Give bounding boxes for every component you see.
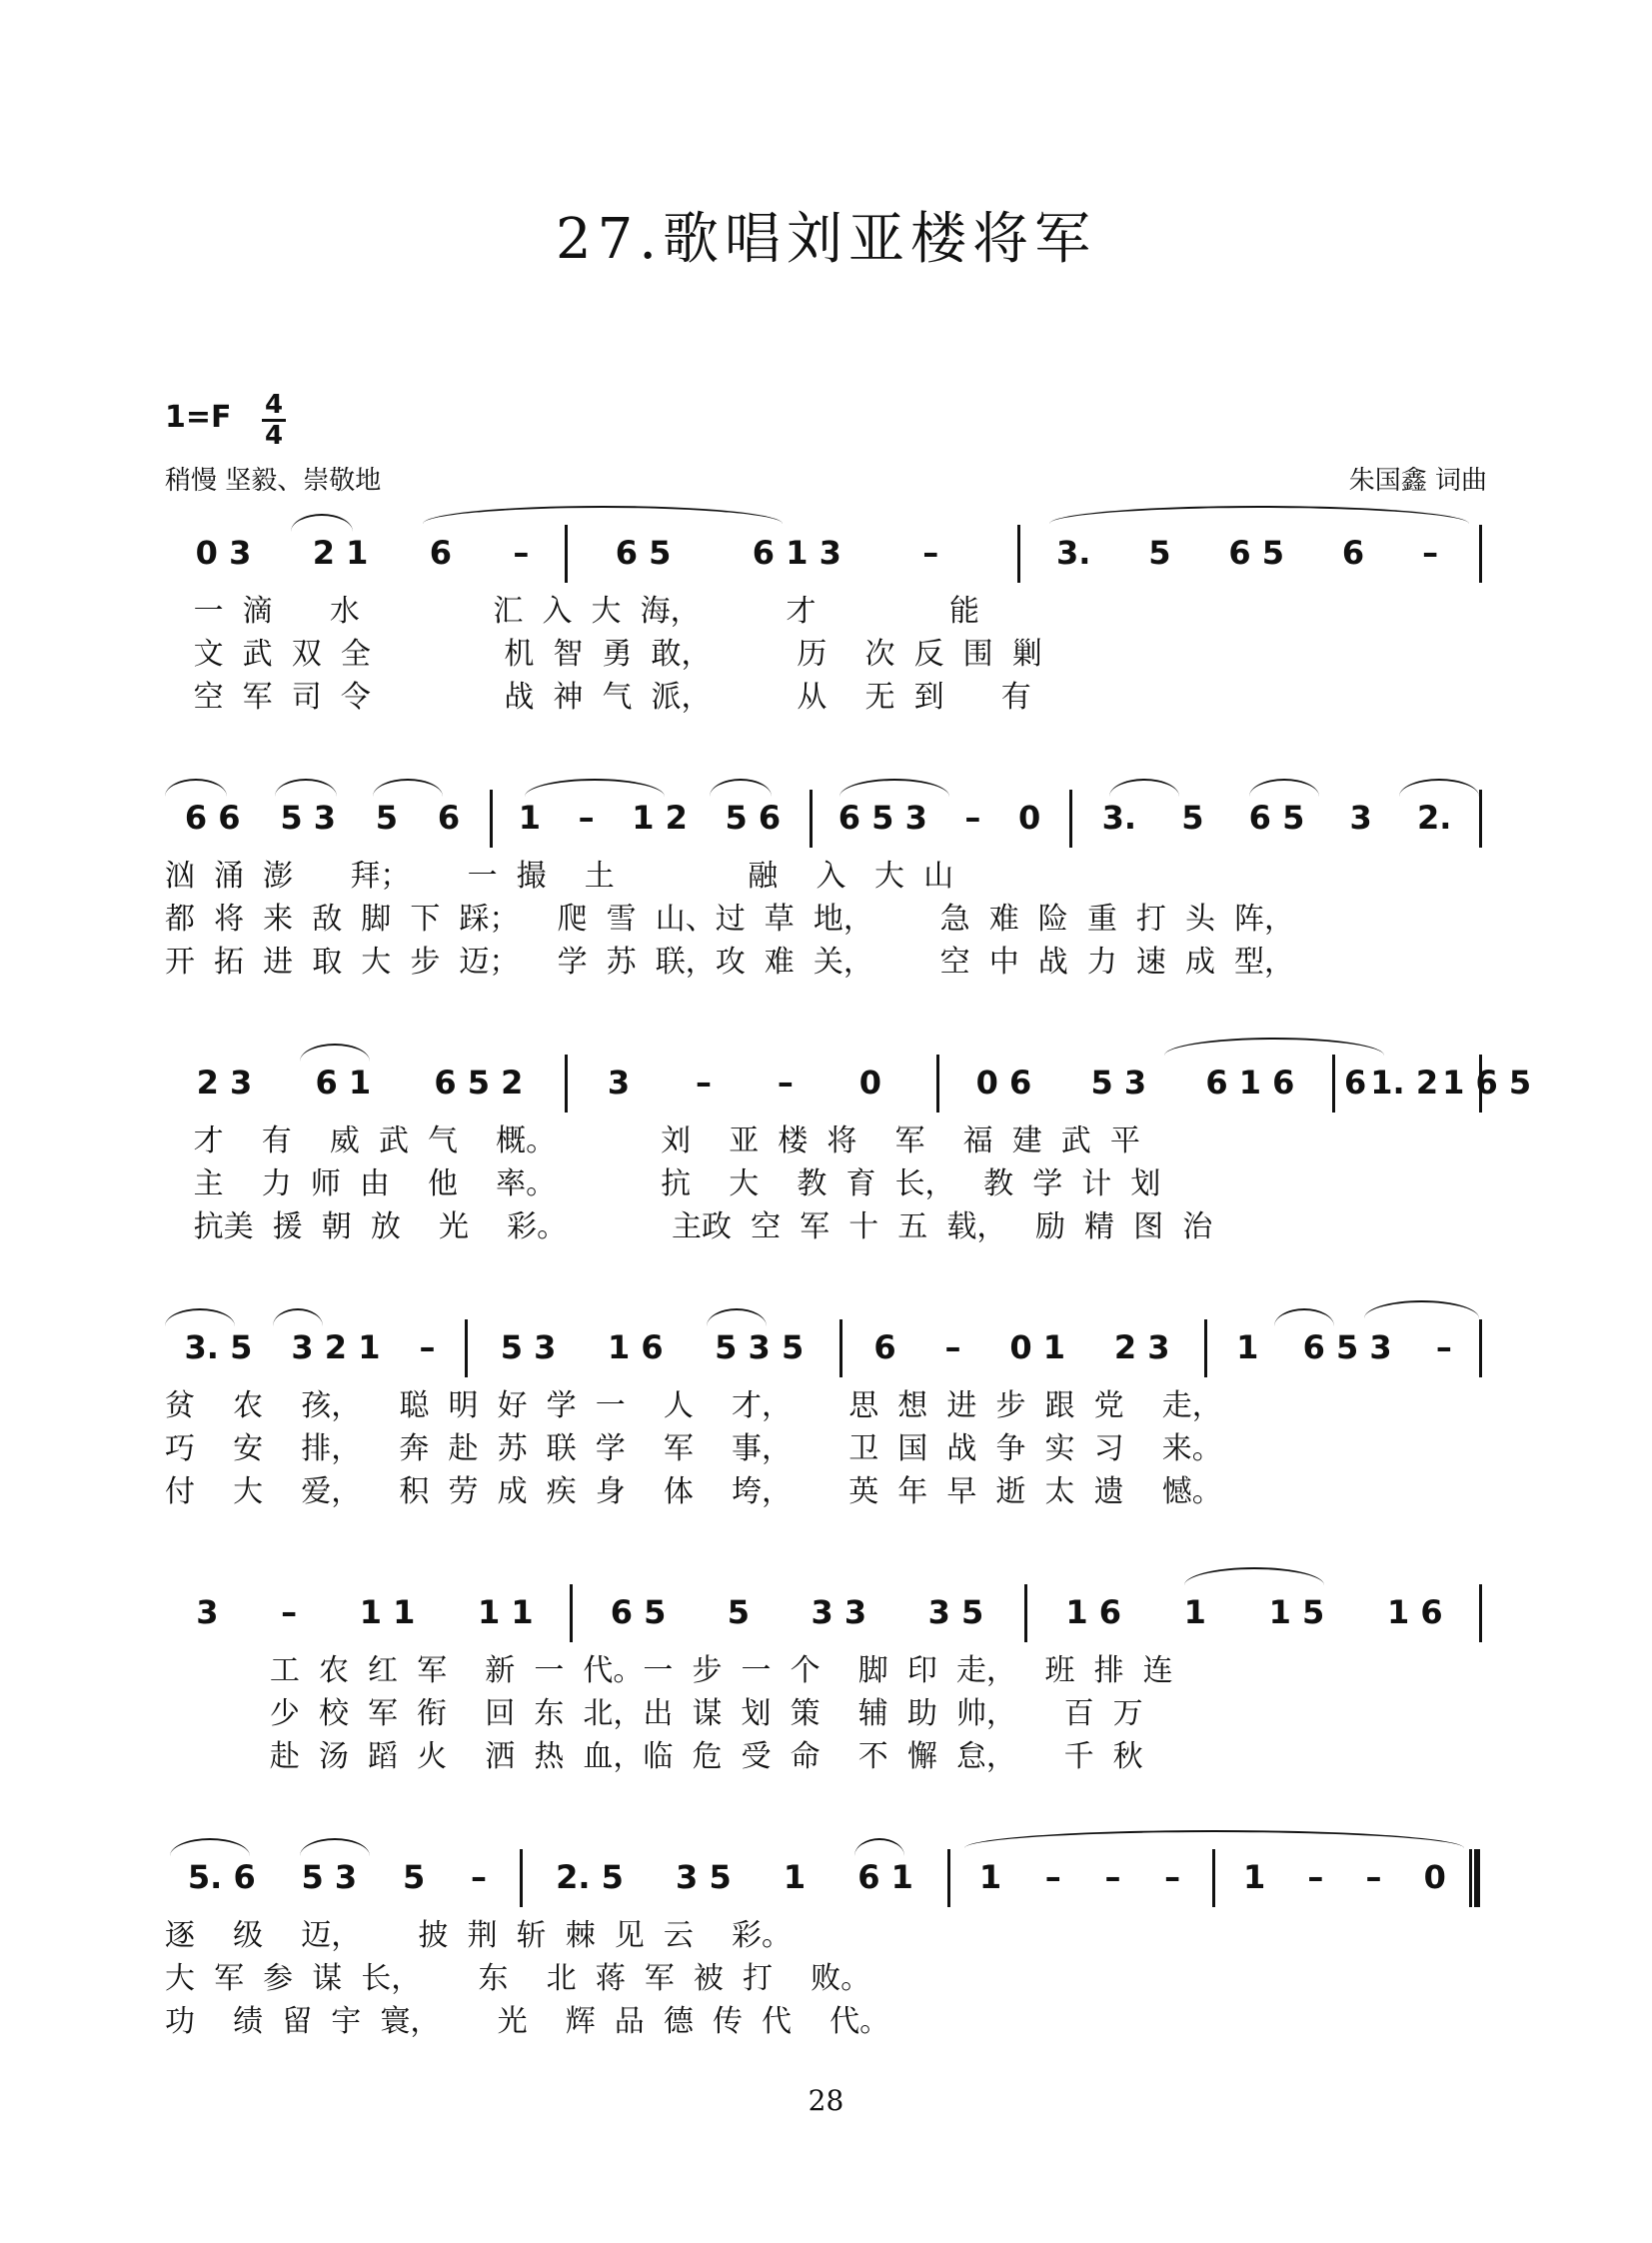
bar-line [1069, 790, 1072, 848]
score-system-3 [165, 1050, 1532, 1248]
note-group: – [1365, 1858, 1382, 1896]
bar-line [1017, 525, 1020, 583]
note-group: – [1104, 1858, 1121, 1896]
notes-row [165, 1579, 1484, 1649]
note-group: 2. [1416, 799, 1452, 837]
note-group: 6 [1341, 534, 1365, 572]
note-group: 6 5 [615, 534, 672, 572]
note-group: – [419, 1328, 436, 1366]
measure-notes [500, 799, 800, 837]
note-group: 6 [873, 1328, 896, 1366]
final-bar-line [1469, 1849, 1480, 1907]
note-group: 5. 6 [187, 1858, 256, 1896]
measure-notes [580, 1593, 1014, 1631]
note-group: 6 5 3 [837, 799, 927, 837]
note-group: 5 [1148, 534, 1171, 572]
measure-notes [957, 1858, 1202, 1896]
note-group: – [964, 799, 981, 837]
note-group: 1 2 [632, 799, 688, 837]
note-group: 3. 5 [184, 1328, 253, 1366]
note-group: 3. [1055, 534, 1091, 572]
note-group: 1 6 [607, 1328, 664, 1366]
lyric-verse-3: 空 军 司 令 战 神 气 派， 从 无 到 有 [165, 680, 1031, 715]
note-group: 1 1 [359, 1593, 416, 1631]
note-group: 0 3 [195, 534, 252, 572]
lyric-verse-2: 主 力 师 由 他 率。 抗 大 教 育 长， 教 学 计 划 [165, 1166, 1161, 1201]
note-group: – [1044, 1858, 1061, 1896]
notes-row [165, 1050, 1532, 1120]
slur [291, 514, 353, 532]
note-group: 1 5 [1268, 1593, 1325, 1631]
bar-line [1479, 1055, 1482, 1113]
bar-line [1212, 1849, 1215, 1907]
measure-notes [575, 1064, 914, 1102]
slur [1049, 506, 1469, 524]
note-group: 3 5 [927, 1593, 984, 1631]
measure-notes [165, 1593, 565, 1631]
notes-row [165, 785, 1484, 855]
slur [525, 779, 665, 797]
note-group: – [513, 534, 530, 572]
bar-line [1332, 1055, 1335, 1113]
note-group: 6 1 [315, 1064, 372, 1102]
slur [1274, 1308, 1334, 1326]
measure-notes [1214, 1328, 1474, 1366]
lyric-verse-2: 巧 安 排， 奔 赴 苏 联 学 军 事， 卫 国 战 争 实 习 来。 [165, 1431, 1222, 1466]
lyrics-block [165, 1649, 1484, 1778]
bar-line [465, 1319, 468, 1377]
note-group: 1 6 [1386, 1593, 1443, 1631]
song-title: 27.歌唱刘亚楼将军 [555, 207, 1097, 272]
note-group: 6 [437, 799, 461, 837]
slur [373, 779, 443, 797]
note-group: 1 [1183, 1593, 1206, 1631]
note-group: – [1164, 1858, 1181, 1896]
slur [300, 1044, 370, 1062]
note-group: 6 5 [1228, 534, 1285, 572]
bar-line [1024, 1584, 1027, 1642]
lyric-verse-1: 逐 级 迈， 披 荆 斩 棘 见 云 彩。 [165, 1918, 793, 1953]
slur [1399, 779, 1479, 797]
measure-notes [820, 799, 1059, 837]
lyric-verse-3: 赴 汤 蹈 火 洒 热 血，临 危 受 命 不 懈 怠， 千 秋 [165, 1739, 1143, 1774]
time-signature-bottom: 4 [264, 421, 284, 451]
slur [1164, 1038, 1384, 1056]
lyric-verse-2: 文 武 双 全 机 智 勇 敢， 历 次 反 围 剿 [165, 637, 1042, 672]
note-group: 6 5 3 [1302, 1328, 1392, 1366]
lyrics-block [165, 855, 1484, 984]
bar-line [520, 1849, 523, 1907]
note-group: 5 3 5 [715, 1328, 805, 1366]
note-group: 1 [978, 1858, 1002, 1896]
measure-notes [849, 1328, 1194, 1366]
lyric-verse-3: 付 大 爱， 积 劳 成 疾 身 体 垮， 英 年 早 逝 太 遗 憾。 [165, 1474, 1222, 1509]
measure [849, 1314, 1194, 1384]
measure [1214, 1314, 1474, 1384]
bar-line [1204, 1319, 1207, 1377]
measure [165, 520, 560, 590]
note-group: – [777, 1064, 794, 1102]
note-group: – [922, 534, 939, 572]
note-group: – [471, 1858, 488, 1896]
slur [854, 1838, 904, 1856]
lyric-verse-1: 贫 农 孩， 聪 明 好 学 一 人 才， 思 想 进 步 跟 党 走， [165, 1388, 1222, 1423]
note-group: 0 [1423, 1858, 1446, 1896]
note-group: 0 [1017, 799, 1041, 837]
bar-line [1479, 1319, 1482, 1377]
bar-line [936, 1055, 939, 1113]
score-system-2 [165, 785, 1484, 984]
bar-line [810, 790, 813, 848]
time-signature-top: 4 [264, 390, 284, 420]
note-group: 2. 5 [556, 1858, 624, 1896]
slur [1364, 1300, 1479, 1318]
measure [165, 1579, 565, 1649]
measure-notes [165, 534, 560, 572]
note-group: – [281, 1593, 298, 1631]
note-group: 3 2 1 [291, 1328, 381, 1366]
measure-notes [530, 1858, 939, 1896]
measure-notes [946, 1064, 1324, 1102]
note-group: 1 [518, 799, 542, 837]
note-group: 1 [1243, 1858, 1266, 1896]
note-group: 5 [727, 1593, 751, 1631]
slur [273, 1308, 323, 1326]
note-group: 2 3 [196, 1064, 253, 1102]
measure [575, 520, 979, 590]
note-group: 3 [1349, 799, 1372, 837]
slur [839, 779, 949, 797]
slur [275, 779, 337, 797]
lyrics-block [165, 590, 1484, 719]
measure-notes [165, 1858, 510, 1896]
note-group: 1. 2 [1370, 1064, 1439, 1102]
measure [475, 1314, 829, 1384]
note-group: 0 [858, 1064, 882, 1102]
note-group: 5 [375, 799, 399, 837]
bar-line [1479, 1584, 1482, 1642]
note-group: 0 1 [1009, 1328, 1066, 1366]
score-system-4 [165, 1314, 1484, 1513]
score-system-1 [165, 520, 1484, 719]
tempo-marking: 稍慢 坚毅、崇敬地 [165, 466, 382, 496]
measure [1342, 1050, 1532, 1120]
measure-notes [165, 1064, 555, 1102]
slur [707, 1308, 767, 1326]
time-signature [262, 392, 286, 449]
note-group: 3 [196, 1593, 219, 1631]
bar-line [839, 1319, 842, 1377]
note-group: – [1307, 1858, 1324, 1896]
measure-notes [165, 799, 480, 837]
note-group: 6 1 [857, 1858, 913, 1896]
note-group: 5 [1181, 799, 1204, 837]
measure [1034, 1579, 1474, 1649]
slur [170, 1838, 250, 1856]
note-group: – [578, 799, 595, 837]
measure [575, 1050, 914, 1120]
note-group: 6 [429, 534, 452, 572]
lyrics-block [165, 1914, 1484, 2043]
note-group: 5 [402, 1858, 426, 1896]
slur [710, 779, 772, 797]
bar-line [1479, 525, 1482, 583]
bar-line [565, 1055, 568, 1113]
note-group: 1 [783, 1858, 807, 1896]
note-group: 2 3 [1113, 1328, 1170, 1366]
note-group: 3. [1101, 799, 1137, 837]
score-system-6 [165, 1844, 1484, 2043]
bar-line [565, 525, 568, 583]
slur [165, 779, 227, 797]
slur [165, 1308, 235, 1326]
notes-row [165, 520, 1484, 590]
note-group: 1 [1236, 1328, 1259, 1366]
note-group: 6 5 [1248, 799, 1305, 837]
note-group: – [944, 1328, 961, 1366]
note-group: 6 1 6 [1205, 1064, 1295, 1102]
lyric-verse-1: 工 农 红 军 新 一 代。一 步 一 个 脚 印 走， 班 排 连 [165, 1653, 1173, 1688]
note-group: 2 1 [312, 534, 369, 572]
note-group: 3 3 [811, 1593, 867, 1631]
measure-notes [575, 534, 979, 572]
note-group: 5 3 [301, 1858, 358, 1896]
note-group: 6 [1344, 1064, 1367, 1102]
note-group: 6 6 [184, 799, 241, 837]
notes-row [165, 1314, 1484, 1384]
note-group: 6 5 2 [434, 1064, 524, 1102]
author-credit: 朱国鑫 词曲 [1348, 466, 1487, 496]
bar-line [570, 1584, 573, 1642]
measure-notes [1342, 1064, 1532, 1102]
measure [1222, 1844, 1467, 1914]
slur [964, 1830, 1464, 1848]
measure-notes [475, 1328, 829, 1366]
note-group: – [696, 1064, 713, 1102]
lyric-verse-3: 开 拓 进 取 大 步 迈； 学 苏 联，攻 难 关， 空 中 战 力 速 成 型， [165, 945, 1295, 980]
page-number: 28 [808, 2084, 844, 2117]
bar-line [947, 1849, 950, 1907]
note-group: – [1422, 534, 1439, 572]
measure-notes [1222, 1858, 1467, 1896]
note-group: 5 3 [280, 799, 337, 837]
note-group: 5 3 [1090, 1064, 1147, 1102]
note-group: 6 1 3 [752, 534, 841, 572]
measure [1027, 520, 1467, 590]
measure [946, 1050, 1324, 1120]
slur [1184, 1567, 1324, 1585]
note-group: 3 [607, 1064, 631, 1102]
lyric-verse-3: 功 绩 留 宇 寰， 光 辉 品 德 传 代 代。 [165, 2004, 890, 2039]
note-group: 0 6 [975, 1064, 1032, 1102]
note-group: 1 6 5 [1442, 1064, 1532, 1102]
lyric-verse-2: 少 校 军 衔 回 东 北，出 谋 划 策 辅 助 帅， 百 万 [165, 1696, 1143, 1731]
lyrics-block [165, 1120, 1484, 1248]
measure-notes [1034, 1593, 1474, 1631]
note-group: 6 5 [610, 1593, 667, 1631]
notes-row [165, 1844, 1484, 1914]
note-group: – [1435, 1328, 1452, 1366]
score-system-5 [165, 1579, 1484, 1778]
lyric-verse-2: 大 军 参 谋 长， 东 北 蒋 军 被 打 败。 [165, 1961, 871, 1996]
measure-notes [165, 1328, 455, 1366]
measure [957, 1844, 1202, 1914]
lyric-verse-1: 一 滴 水 汇 入 大 海， 才 能 [165, 594, 979, 629]
lyric-verse-2: 都 将 来 敌 脚 下 踩； 爬 雪 山、过 草 地， 急 难 险 重 打 头 阵， [165, 902, 1295, 937]
bar-line [490, 790, 493, 848]
note-group: 3 5 [676, 1858, 732, 1896]
slur [300, 1838, 370, 1856]
measure-notes [1027, 534, 1467, 572]
note-group: 5 3 [500, 1328, 557, 1366]
note-group: 1 6 [1065, 1593, 1121, 1631]
measure-notes [1079, 799, 1474, 837]
key-signature: 1=F [165, 400, 232, 435]
lyric-verse-1: 才 有 威 武 气 概。 刘 亚 楼 将 军 福 建 武 平 [165, 1123, 1140, 1158]
note-group: 5 6 [725, 799, 782, 837]
lyric-verse-1: 汹 涌 澎 拜； 一 撮 土 融 入 大 山 [165, 859, 954, 894]
lyrics-block [165, 1384, 1484, 1513]
note-group: 1 1 [478, 1593, 534, 1631]
bar-line [1479, 790, 1482, 848]
lyric-verse-3: 抗美 援 朝 放 光 彩。 主政 空 军 十 五 载， 励 精 图 治 [165, 1209, 1213, 1244]
slur [423, 506, 783, 524]
slur [1109, 779, 1179, 797]
slur [1249, 779, 1319, 797]
measure [580, 1579, 1014, 1649]
